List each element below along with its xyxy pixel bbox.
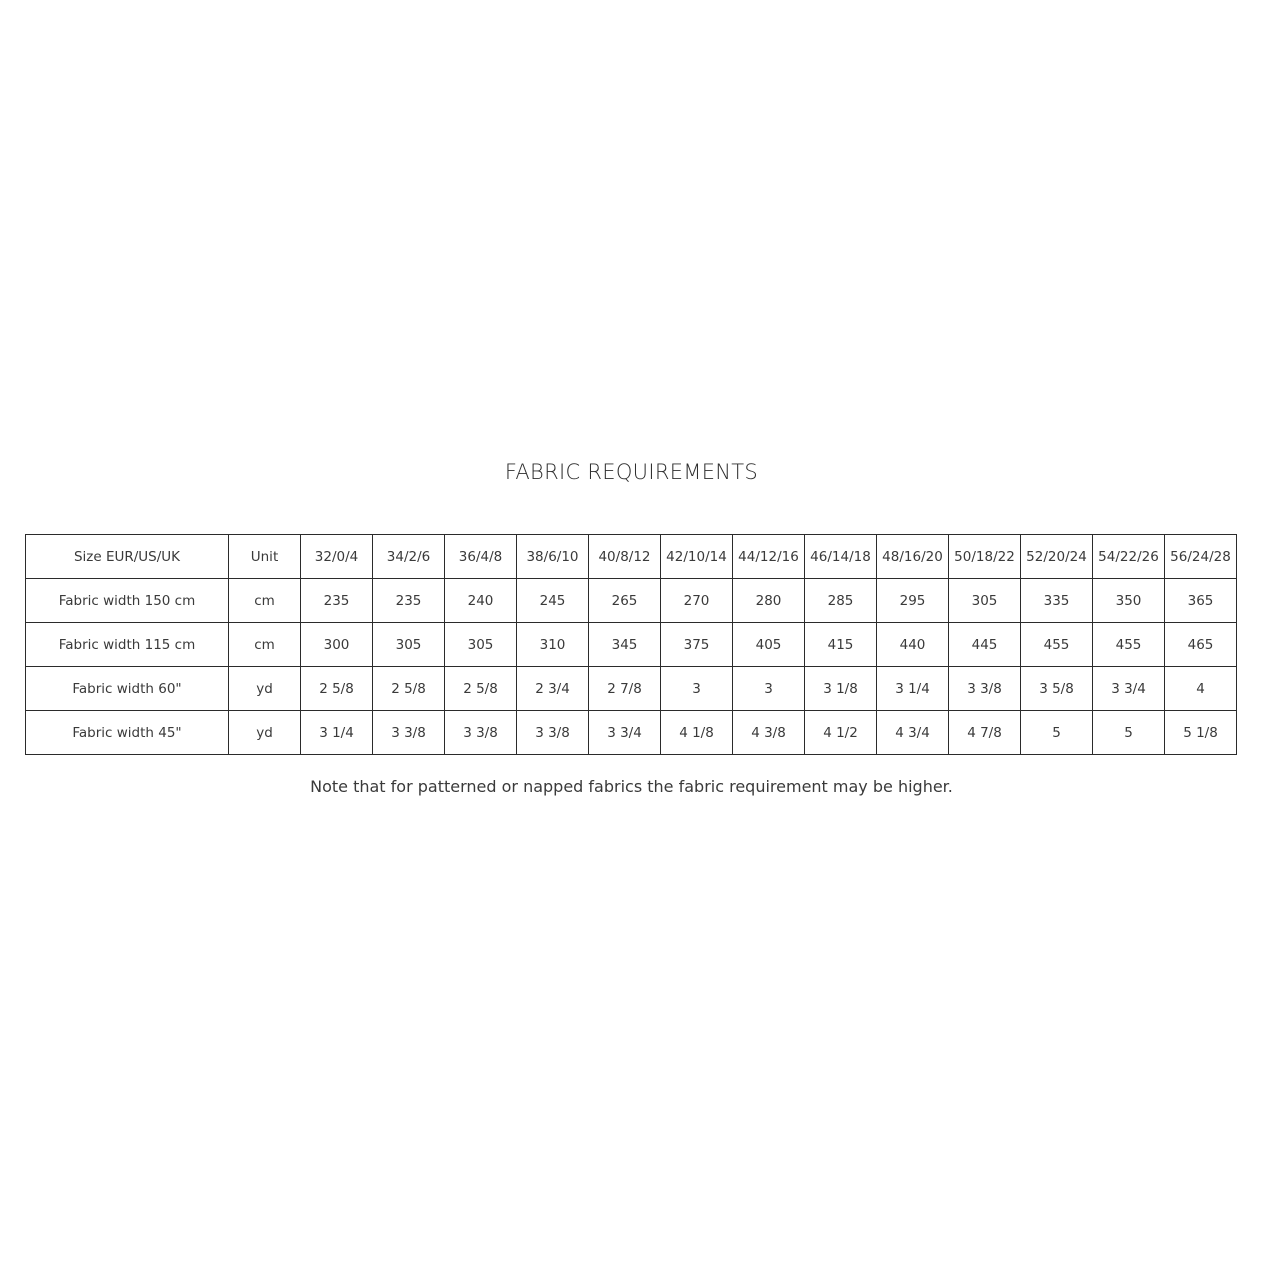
table-cell: 440 [877, 623, 949, 667]
table-cell: 375 [661, 623, 733, 667]
table-cell: 3 1/8 [805, 667, 877, 711]
table-row [26, 623, 1237, 667]
table-cell: 3 3/8 [517, 711, 589, 755]
table-cell: 3 3/8 [445, 711, 517, 755]
table-cell: 2 5/8 [301, 667, 373, 711]
table-cell: 405 [733, 623, 805, 667]
table-cell: 4 [1165, 667, 1237, 711]
table-row [26, 667, 1237, 711]
table-row [26, 711, 1237, 755]
table-header-row [26, 535, 1237, 579]
header-cell: 32/0/4 [301, 535, 373, 579]
row-label-cell: Fabric width 45" [26, 711, 229, 755]
table-cell: 455 [1093, 623, 1165, 667]
table-cell: 335 [1021, 579, 1093, 623]
row-label-cell: Fabric width 115 cm [26, 623, 229, 667]
table-cell: 4 7/8 [949, 711, 1021, 755]
table-cell: 270 [661, 579, 733, 623]
header-cell: 34/2/6 [373, 535, 445, 579]
table-cell: 3 [661, 667, 733, 711]
table-cell: 3 3/4 [1093, 667, 1165, 711]
table-cell: 5 1/8 [1165, 711, 1237, 755]
header-cell: 42/10/14 [661, 535, 733, 579]
header-cell: 40/8/12 [589, 535, 661, 579]
table-cell: 3 1/4 [877, 667, 949, 711]
table-cell: 3 3/4 [589, 711, 661, 755]
table-cell: 3 3/8 [373, 711, 445, 755]
table-cell: 4 3/8 [733, 711, 805, 755]
table-cell: 295 [877, 579, 949, 623]
table-cell: 285 [805, 579, 877, 623]
table-cell: 445 [949, 623, 1021, 667]
table-cell: 365 [1165, 579, 1237, 623]
table-cell: 235 [373, 579, 445, 623]
header-cell: 56/24/28 [1165, 535, 1237, 579]
header-cell: 54/22/26 [1093, 535, 1165, 579]
table-cell: 2 5/8 [373, 667, 445, 711]
table-cell: 280 [733, 579, 805, 623]
header-cell: 38/6/10 [517, 535, 589, 579]
table-cell: 305 [949, 579, 1021, 623]
table-cell: 3 [733, 667, 805, 711]
table-cell: 465 [1165, 623, 1237, 667]
header-cell: Unit [229, 535, 301, 579]
unit-cell: cm [229, 623, 301, 667]
table-cell: 245 [517, 579, 589, 623]
table-cell: 4 1/8 [661, 711, 733, 755]
header-cell: 48/16/20 [877, 535, 949, 579]
table-cell: 5 [1021, 711, 1093, 755]
table-cell: 5 [1093, 711, 1165, 755]
table-cell: 3 1/4 [301, 711, 373, 755]
table-row [26, 579, 1237, 623]
unit-cell: yd [229, 667, 301, 711]
table-cell: 305 [445, 623, 517, 667]
page-title: FABRIC REQUIREMENTS [504, 460, 759, 484]
table-cell: 2 5/8 [445, 667, 517, 711]
row-label-cell: Fabric width 150 cm [26, 579, 229, 623]
header-cell: Size EUR/US/UK [26, 535, 229, 579]
header-cell: 50/18/22 [949, 535, 1021, 579]
table-cell: 305 [373, 623, 445, 667]
table-cell: 300 [301, 623, 373, 667]
table-cell: 350 [1093, 579, 1165, 623]
row-label-cell: Fabric width 60" [26, 667, 229, 711]
table-cell: 265 [589, 579, 661, 623]
table-cell: 310 [517, 623, 589, 667]
table-cell: 2 7/8 [589, 667, 661, 711]
unit-cell: yd [229, 711, 301, 755]
table-cell: 345 [589, 623, 661, 667]
header-cell: 52/20/24 [1021, 535, 1093, 579]
table-cell: 3 5/8 [1021, 667, 1093, 711]
fabric-note: Note that for patterned or napped fabrics the fabric requirement may be higher. [310, 777, 953, 796]
table-cell: 2 3/4 [517, 667, 589, 711]
table-cell: 415 [805, 623, 877, 667]
table-cell: 455 [1021, 623, 1093, 667]
table-cell: 4 1/2 [805, 711, 877, 755]
header-cell: 36/4/8 [445, 535, 517, 579]
unit-cell: cm [229, 579, 301, 623]
table-cell: 240 [445, 579, 517, 623]
fabric-requirements-table [25, 534, 1237, 755]
table-cell: 4 3/4 [877, 711, 949, 755]
header-cell: 46/14/18 [805, 535, 877, 579]
header-cell: 44/12/16 [733, 535, 805, 579]
table-cell: 235 [301, 579, 373, 623]
table-cell: 3 3/8 [949, 667, 1021, 711]
